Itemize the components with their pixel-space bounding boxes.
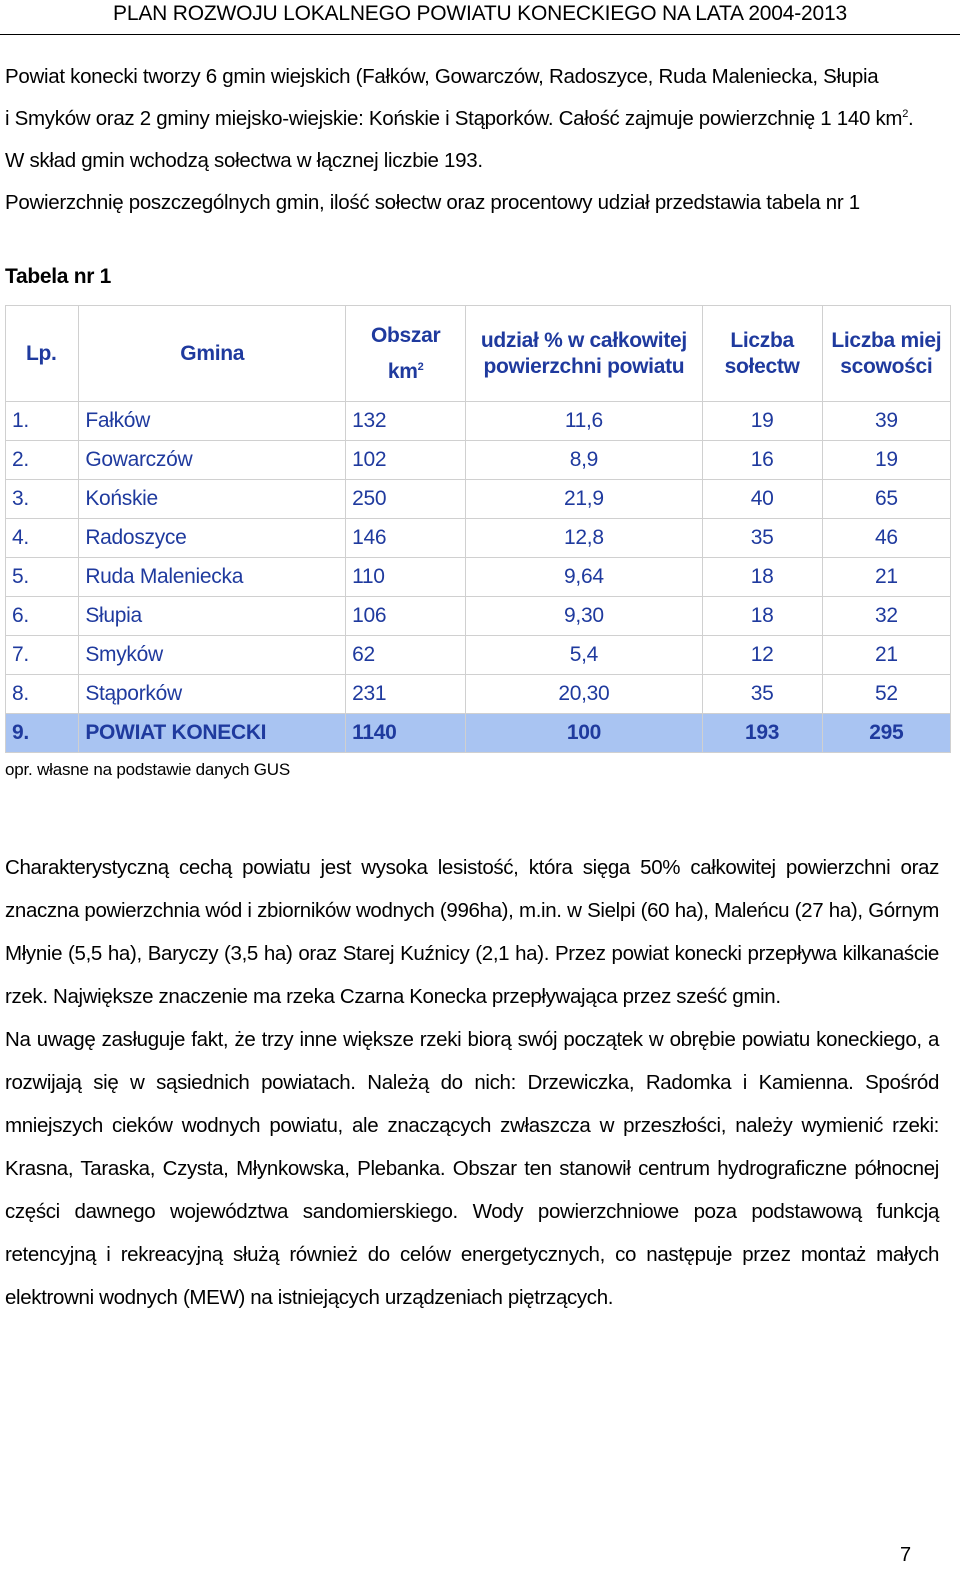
cell-obszar: 132 (346, 402, 466, 441)
intro-line-1: Powiat konecki tworzy 6 gmin wiejskich (Fałków, Gowarczów, Radoszyce, Ruda Maleniecka, Słupia (5, 65, 879, 88)
header-obszar (346, 306, 466, 402)
cell-solectwa: 18 (702, 558, 822, 597)
table-header-row (6, 306, 951, 402)
cell-udzial: 9,30 (466, 597, 702, 636)
cell-obszar: 106 (346, 597, 466, 636)
cell-solectwa: 35 (702, 519, 822, 558)
cell-gmina: Radoszyce (79, 519, 346, 558)
table-row (6, 675, 951, 714)
cell-solectwa: 35 (702, 675, 822, 714)
cell-udzial: 20,30 (466, 675, 702, 714)
table-row (6, 558, 951, 597)
header-gmina: Gmina (79, 306, 346, 402)
cell-miejscowosci: 65 (822, 480, 950, 519)
body-paragraph-2: Na uwagę zasługuje fakt, że trzy inne większe rzeki biorą swój początek w obrębie powiatu koneckiego, a rozwijają się w sąsiednich powiatach. Należą do nich: Drzewiczka, Radomka i Kamienna. Spośród mniejszych cieków wodnych powiatu, ale znaczących zwłaszcza w przeszłości, należy wymienić rzeki: Krasna, Taraska, Czysta, Młynkowska, Plebanka. Obszar ten stanowił centrum hydrograficzne północnej części dawnego województwa sandomierskiego. Wody powierzchniowe poza podstawową funkcją retencyjną i rekreacyjną służą również do celów energetycznych, co następuje przez montaż małych elektrowni wodnych (MEW) na istniejących urządzeniach piętrzących. (5, 1028, 939, 1309)
table-total-row (6, 714, 951, 753)
gminy-table (5, 305, 951, 753)
cell-lp: 4. (6, 519, 79, 558)
cell-obszar: 62 (346, 636, 466, 675)
header-miejscowosci: Liczba miejscowości (822, 306, 950, 402)
cell-solectwa: 19 (702, 402, 822, 441)
cell-miejscowosci: 46 (822, 519, 950, 558)
cell-gmina: Ruda Maleniecka (79, 558, 346, 597)
body-paragraph-1: Charakterystyczną cechą powiatu jest wysoka lesistość, która sięga 50% całkowitej powierzchni oraz znaczna powierzchnia wód i zbiorników wodnych (996ha), m.in. w Sielpi (60 ha), Maleńcu (27 ha), Górnym Młynie (5,5 ha), Baryczy (3,5 ha) oraz Starej Kuźnicy (2,1 ha). Przez powiat konecki przepływa kilkanaście rzek. Największe znaczenie ma rzeka Czarna Konecka przepływająca przez sześć gmin. (5, 856, 939, 1008)
cell-lp: 6. (6, 597, 79, 636)
cell-gmina: Gowarczów (79, 441, 346, 480)
cell-solectwa: 193 (702, 714, 822, 753)
cell-gmina: Fałków (79, 402, 346, 441)
cell-miejscowosci: 295 (822, 714, 950, 753)
cell-lp: 2. (6, 441, 79, 480)
cell-udzial: 11,6 (466, 402, 702, 441)
intro-line-2-end: . (908, 107, 914, 130)
cell-obszar: 110 (346, 558, 466, 597)
table-row (6, 441, 951, 480)
cell-solectwa: 12 (702, 636, 822, 675)
cell-udzial: 5,4 (466, 636, 702, 675)
cell-lp: 9. (6, 714, 79, 753)
cell-obszar: 231 (346, 675, 466, 714)
cell-solectwa: 16 (702, 441, 822, 480)
cell-obszar: 146 (346, 519, 466, 558)
cell-udzial: 100 (466, 714, 702, 753)
cell-gmina: POWIAT KONECKI (79, 714, 346, 753)
intro-line-3: W skład gmin wchodzą sołectwa w łącznej liczbie 193. (5, 149, 483, 172)
intro-line-4: Powierzchnię poszczególnych gmin, ilość sołectw oraz procentowy udział przedstawia tabela nr 1 (5, 191, 860, 214)
cell-udzial: 21,9 (466, 480, 702, 519)
body-section (5, 846, 939, 1319)
cell-obszar: 102 (346, 441, 466, 480)
header-divider (0, 34, 960, 35)
cell-miejscowosci: 21 (822, 558, 950, 597)
page-header-title: PLAN ROZWOJU LOKALNEGO POWIATU KONECKIEGO NA LATA 2004-2013 (113, 2, 847, 25)
cell-miejscowosci: 52 (822, 675, 950, 714)
table-row (6, 597, 951, 636)
table-row (6, 480, 951, 519)
cell-udzial: 12,8 (466, 519, 702, 558)
cell-udzial: 9,64 (466, 558, 702, 597)
cell-lp: 5. (6, 558, 79, 597)
cell-solectwa: 40 (702, 480, 822, 519)
cell-solectwa: 18 (702, 597, 822, 636)
header-obszar-unit: km (387, 359, 418, 383)
header-solectwa: Liczba sołectw (702, 306, 822, 402)
table-body (6, 402, 951, 753)
page-number: 7 (900, 1544, 912, 1566)
cell-lp: 3. (6, 480, 79, 519)
cell-gmina: Końskie (79, 480, 346, 519)
cell-miejscowosci: 32 (822, 597, 950, 636)
cell-lp: 7. (6, 636, 79, 675)
cell-gmina: Smyków (79, 636, 346, 675)
table-row (6, 636, 951, 675)
intro-line-2 (5, 98, 953, 140)
table-row (6, 519, 951, 558)
table-source-note: opr. własne na podstawie danych GUS (5, 760, 291, 779)
header-obszar-unit-wrap (352, 359, 459, 385)
cell-obszar: 250 (346, 480, 466, 519)
header-udzial: udział % w całkowitej powierzchni powiatu (466, 306, 702, 402)
cell-lp: 1. (6, 402, 79, 441)
table-row (6, 402, 951, 441)
cell-miejscowosci: 19 (822, 441, 950, 480)
cell-miejscowosci: 21 (822, 636, 950, 675)
table-caption: Tabela nr 1 (5, 265, 112, 288)
intro-line-2-sup: 2 (902, 108, 909, 121)
cell-obszar: 1140 (346, 714, 466, 753)
header-lp: Lp. (6, 306, 79, 402)
intro-section (5, 56, 953, 224)
cell-udzial: 8,9 (466, 441, 702, 480)
header-obszar-label: Obszar (370, 323, 441, 347)
cell-gmina: Stąporków (79, 675, 346, 714)
cell-miejscowosci: 39 (822, 402, 950, 441)
intro-line-2-text: i Smyków oraz 2 gminy miejsko-wiejskie: Końskie i Stąporków. Całość zajmuje powierzchnię 1 140 km (5, 107, 903, 130)
cell-gmina: Słupia (79, 597, 346, 636)
header-obszar-sup: 2 (417, 360, 424, 373)
cell-lp: 8. (6, 675, 79, 714)
